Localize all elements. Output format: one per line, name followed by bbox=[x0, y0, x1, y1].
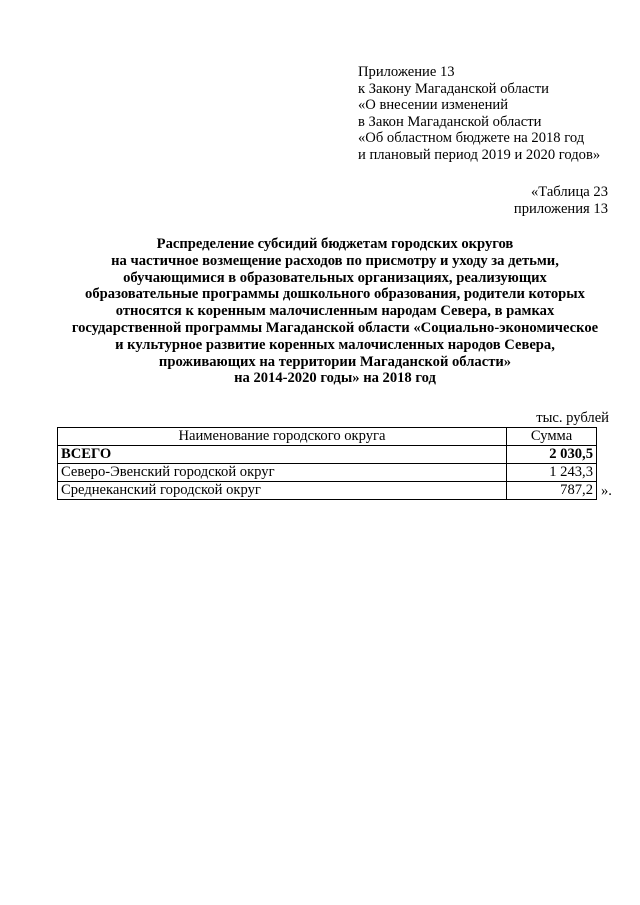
table-header-row bbox=[58, 428, 597, 446]
title-line: на 2014-2020 годы» на 2018 год bbox=[234, 370, 436, 387]
table-reference-line: «Таблица 23 bbox=[530, 184, 608, 200]
document-title bbox=[40, 236, 630, 387]
units-label: тыс. рублей bbox=[536, 410, 609, 426]
title-line: и культурное развитие коренных малочисленных народов Севера, bbox=[115, 336, 555, 353]
table-row-total bbox=[58, 446, 597, 464]
title-line: проживающих на территории Магаданской области» bbox=[158, 353, 512, 370]
appendix-line: и плановый период 2019 и 2020 годов» bbox=[358, 146, 601, 163]
title-line: государственной программы Магаданской области «Социально-экономическое bbox=[71, 319, 599, 336]
total-label: ВСЕГО bbox=[58, 446, 507, 464]
title-line: обучающимися в образовательных организациях, реализующих bbox=[123, 269, 547, 286]
total-amount: 2 030,5 bbox=[507, 446, 597, 464]
title-line: образовательные программы дошкольного образования, родители которых bbox=[85, 286, 585, 303]
district-amount: 1 243,3 bbox=[507, 464, 597, 482]
table-reference-line: приложения 13 bbox=[513, 200, 608, 217]
district-amount: 787,2 bbox=[507, 482, 597, 500]
appendix-line: к Закону Магаданской области bbox=[358, 80, 549, 97]
district-name: Среднеканский городской округ bbox=[58, 482, 507, 500]
appendix-line: «О внесении изменений bbox=[358, 97, 509, 114]
column-header-name: Наименование городского округа bbox=[58, 428, 507, 446]
column-header-amount: Сумма bbox=[507, 428, 597, 446]
subsidy-table bbox=[57, 427, 597, 500]
table-reference bbox=[514, 184, 608, 217]
title-line: Распределение субсидий бюджетам городских округов bbox=[156, 236, 514, 252]
appendix-line: «Об областном бюджете на 2018 год bbox=[358, 130, 585, 147]
appendix-line: Приложение 13 bbox=[358, 64, 455, 80]
table-row bbox=[58, 482, 597, 500]
closing-quote-mark: ». bbox=[601, 483, 612, 499]
appendix-header bbox=[358, 64, 628, 164]
district-name: Северо-Эвенский городской округ bbox=[58, 464, 507, 482]
title-line: относятся к коренным малочисленным народам Севера, в рамках bbox=[115, 303, 555, 320]
title-line: на частичное возмещение расходов по присмотру и уходу за детьми, bbox=[111, 252, 559, 269]
appendix-line: в Закон Магаданской области bbox=[358, 113, 542, 130]
table-row bbox=[58, 464, 597, 482]
